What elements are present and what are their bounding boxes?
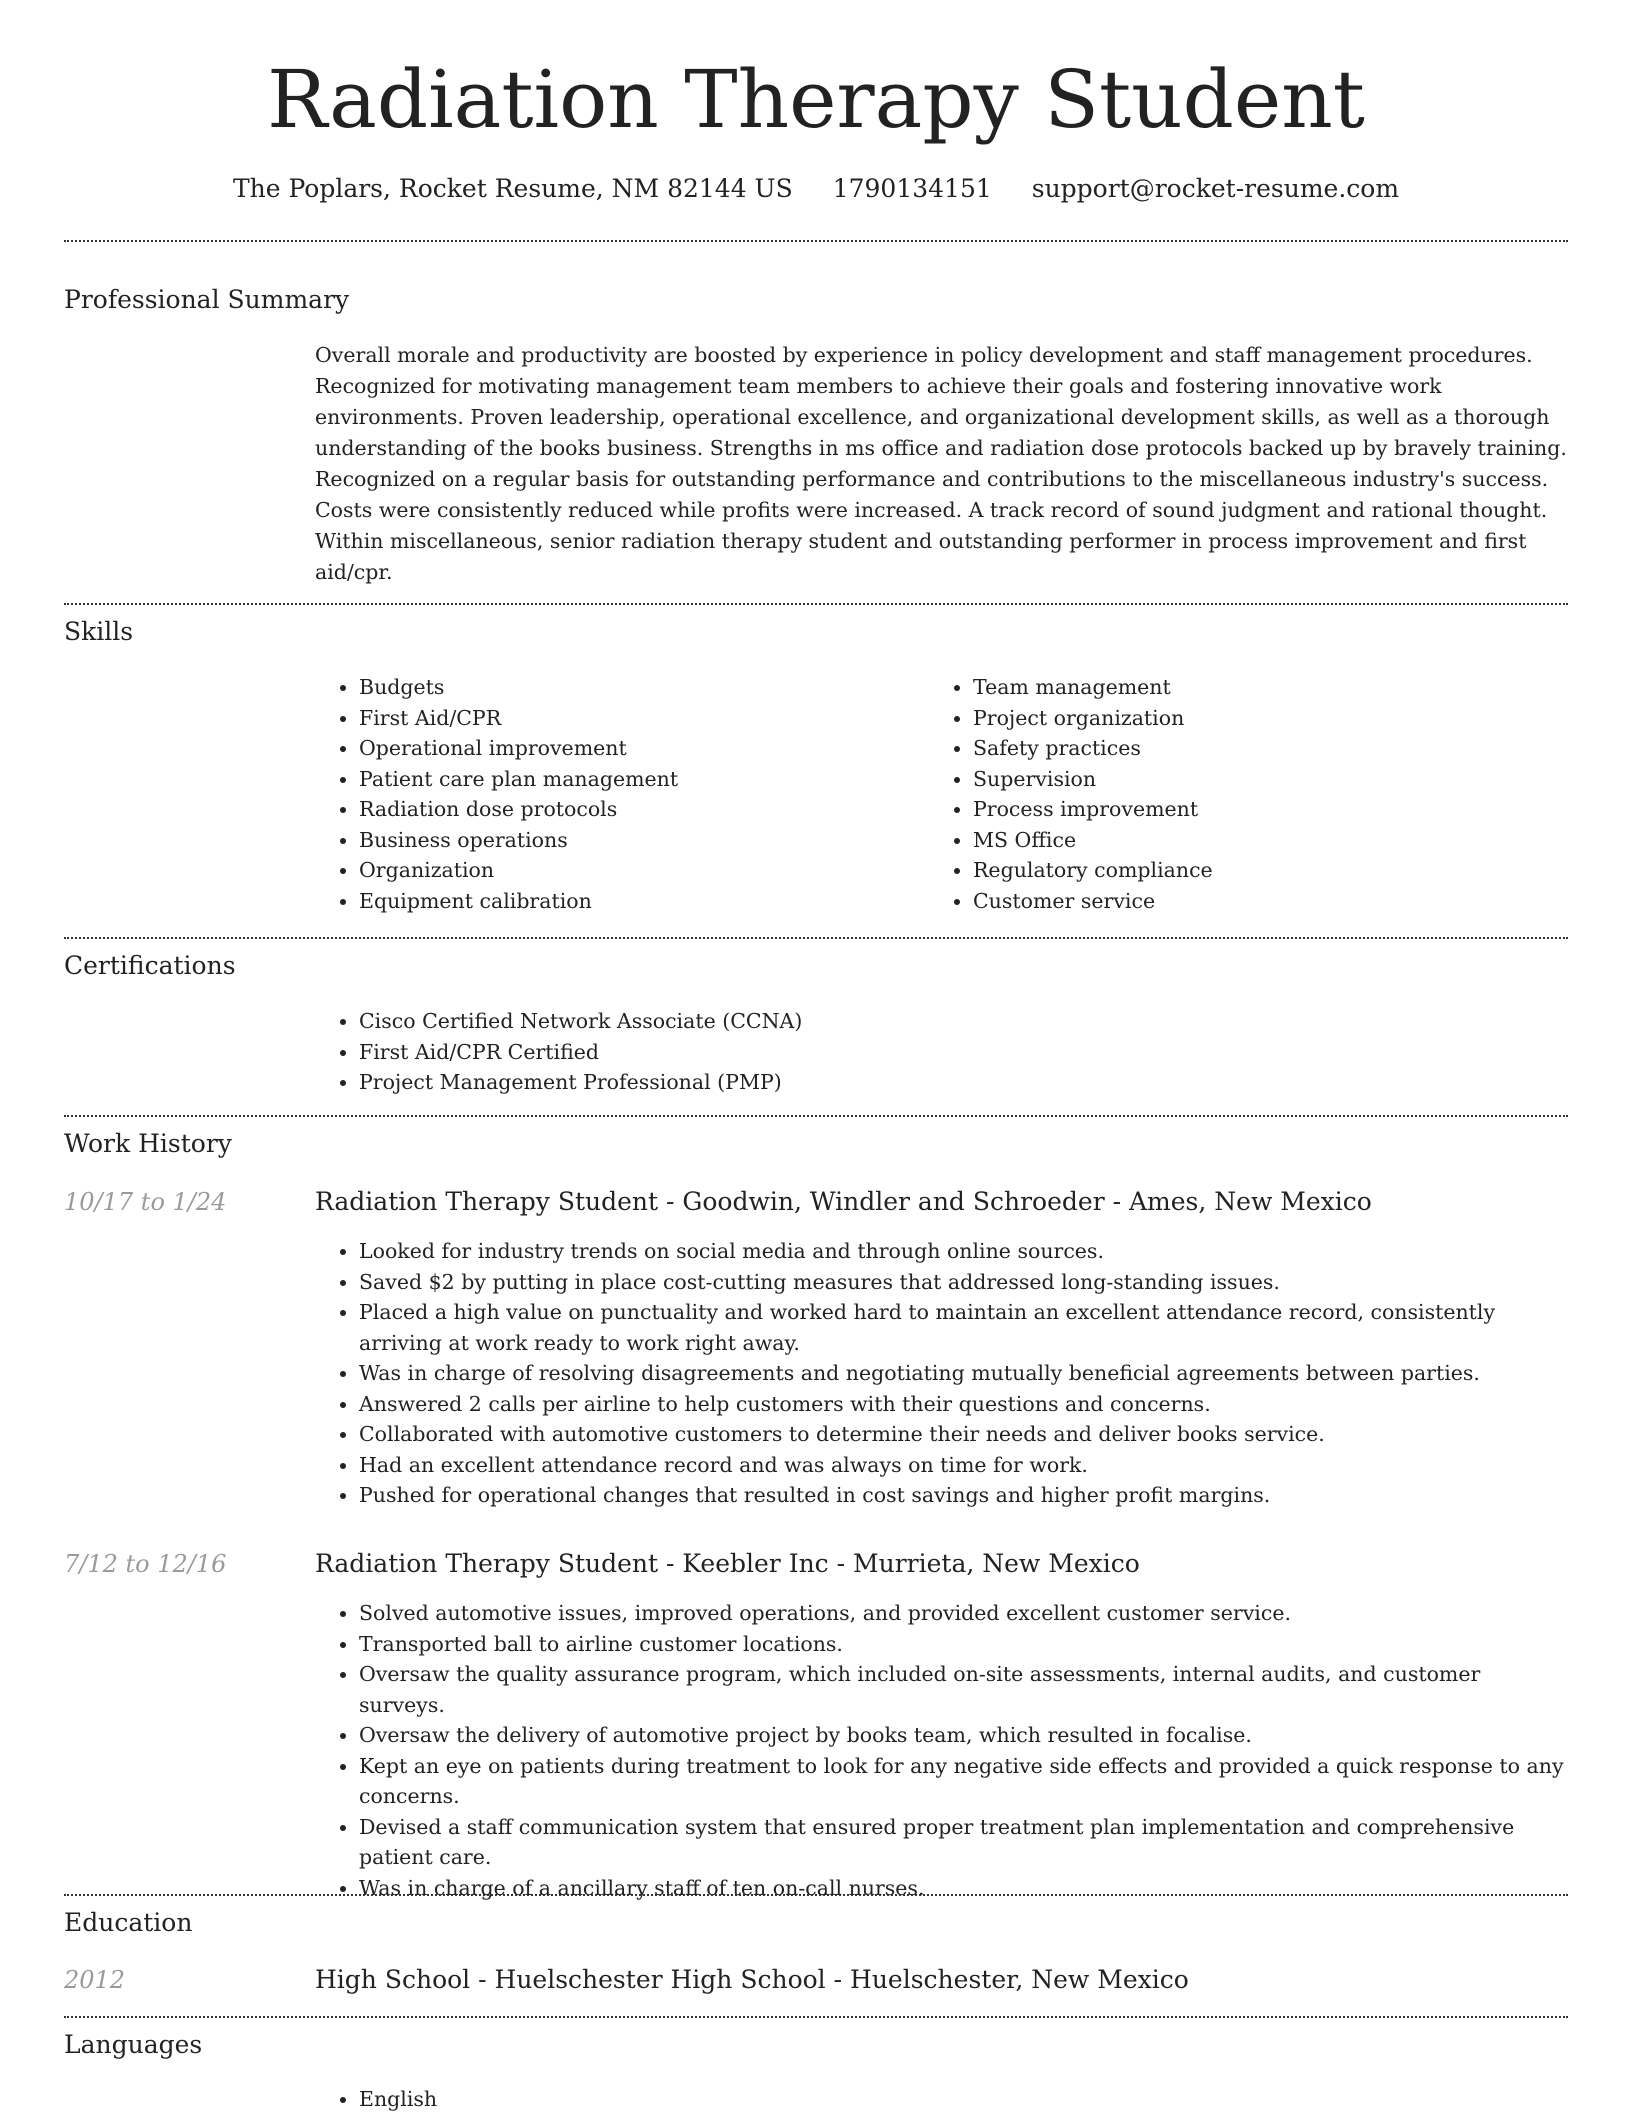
list-item: • Devised a staff communication system that ensured proper treatment plan implementation and comprehensive patient care. <box>359 1812 1570 1873</box>
job-bullets <box>315 1598 1570 1903</box>
list-item: • Was in charge of resolving disagreements and negotiating mutually beneficial agreements between parties. <box>359 1358 1570 1389</box>
job-bullets <box>315 1236 1570 1511</box>
list-item: • Had an excellent attendance record and was always on time for work. <box>359 1450 1570 1481</box>
skills-block <box>315 672 1570 922</box>
list-item: • Safety practices <box>973 733 1529 764</box>
list-item: • Looked for industry trends on social media and through online sources. <box>359 1236 1570 1267</box>
job-bullets-block <box>315 1598 1570 1903</box>
divider <box>64 1894 1568 1896</box>
summary-block <box>315 340 1570 588</box>
list-item: • Cisco Certified Network Associate (CCNA) <box>359 1006 1570 1037</box>
languages-block <box>315 2084 1570 2115</box>
list-item: • Collaborated with automotive customers to determine their needs and deliver books service. <box>359 1419 1570 1450</box>
summary-text: Overall morale and productivity are boosted by experience in policy development and staff management procedures. Recognized for motivating management team members to achieve their goals and fostering innovative work environments. Proven leadership, operational excellence, and organizational development skills, as well as a thorough understanding of the books business. Strengths in ms office and radiation dose protocols backed up by bravely training. Recognized on a regular basis for outstanding performance and contributions to the miscellaneous industry's success. Costs were consistently reduced while profits were increased. A track record of sound judgment and rational thought. Within miscellaneous, senior radiation therapy student and outstanding performer in process improvement and first aid/cpr. <box>315 343 1567 584</box>
divider <box>64 1115 1568 1117</box>
list-item: • Supervision <box>973 764 1529 795</box>
list-item: • Customer service <box>973 886 1529 917</box>
list-item: • Answered 2 calls per airline to help customers with their questions and concerns. <box>359 1389 1570 1420</box>
list-item: • Transported ball to airline customer locations. <box>359 1629 1570 1660</box>
section-title-languages: Languages <box>64 2030 203 2059</box>
job-heading: Radiation Therapy Student - Goodwin, Windler and Schroeder - Ames, New Mexico <box>315 1187 1372 1216</box>
certifications-list <box>315 1006 1570 1098</box>
list-item: • Project Management Professional (PMP) <box>359 1067 1570 1098</box>
skills-list-right <box>929 672 1529 916</box>
job-dates: 7/12 to 12/16 <box>64 1550 227 1578</box>
list-item: • Budgets <box>359 672 915 703</box>
list-item: • Process improvement <box>973 794 1529 825</box>
list-item: • First Aid/CPR Certified <box>359 1037 1570 1068</box>
list-item: • Kept an eye on patients during treatment to look for any negative side effects and provided a quick response to any concerns. <box>359 1751 1570 1812</box>
job-dates: 10/17 to 1/24 <box>64 1188 227 1216</box>
divider <box>64 2016 1568 2018</box>
job-heading: Radiation Therapy Student - Keebler Inc - Murrieta, New Mexico <box>315 1549 1140 1578</box>
list-item: • First Aid/CPR <box>359 703 915 734</box>
list-item: • Regulatory compliance <box>973 855 1529 886</box>
section-title-certifications: Certifications <box>64 951 236 980</box>
skills-column-right <box>929 672 1529 916</box>
list-item: • Operational improvement <box>359 733 915 764</box>
skills-list-left <box>315 672 915 916</box>
contact-phone: 1790134151 <box>832 174 992 203</box>
list-item: • Team management <box>973 672 1529 703</box>
contact-email: support@rocket-resume.com <box>1031 174 1400 203</box>
contact-address: The Poplars, Rocket Resume, NM 82144 US <box>232 174 793 203</box>
list-item: • MS Office <box>973 825 1529 856</box>
list-item: • Equipment calibration <box>359 886 915 917</box>
divider <box>64 240 1568 242</box>
certifications-block <box>315 1006 1570 1098</box>
skills-column-left <box>315 672 915 916</box>
list-item: • Business operations <box>359 825 915 856</box>
section-title-skills: Skills <box>64 617 134 646</box>
list-item: • Oversaw the delivery of automotive project by books team, which resulted in focalise. <box>359 1720 1570 1751</box>
section-title-work-history: Work History <box>64 1129 232 1158</box>
education-dates: 2012 <box>64 1966 126 1994</box>
list-item: • Oversaw the quality assurance program, which included on-site assessments, internal audits, and customer surveys. <box>359 1659 1570 1720</box>
section-title-summary: Professional Summary <box>64 285 350 314</box>
list-item: • Saved $2 by putting in place cost-cutting measures that addressed long-standing issues. <box>359 1267 1570 1298</box>
list-item: • Placed a high value on punctuality and worked hard to maintain an excellent attendance record, consistently arriving at work ready to work right away. <box>359 1297 1570 1358</box>
list-item: • Organization <box>359 855 915 886</box>
candidate-name: Radiation Therapy Student <box>267 53 1365 146</box>
list-item: • Pushed for operational changes that resulted in cost savings and higher profit margins. <box>359 1480 1570 1511</box>
list-item: • Was in charge of a ancillary staff of ten on-call nurses. <box>359 1873 1570 1904</box>
divider <box>64 603 1568 605</box>
section-title-education: Education <box>64 1908 193 1937</box>
list-item: • Solved automotive issues, improved operations, and provided excellent customer service. <box>359 1598 1570 1629</box>
divider <box>64 937 1568 939</box>
education-heading: High School - Huelschester High School - Huelschester, New Mexico <box>315 1965 1189 1994</box>
job-bullets-block <box>315 1236 1570 1511</box>
list-item: • Radiation dose protocols <box>359 794 915 825</box>
list-item: • Project organization <box>973 703 1529 734</box>
list-item: • Patient care plan management <box>359 764 915 795</box>
languages-list <box>315 2084 1570 2115</box>
list-item: • English <box>359 2084 1570 2115</box>
contact-line <box>0 172 1632 206</box>
